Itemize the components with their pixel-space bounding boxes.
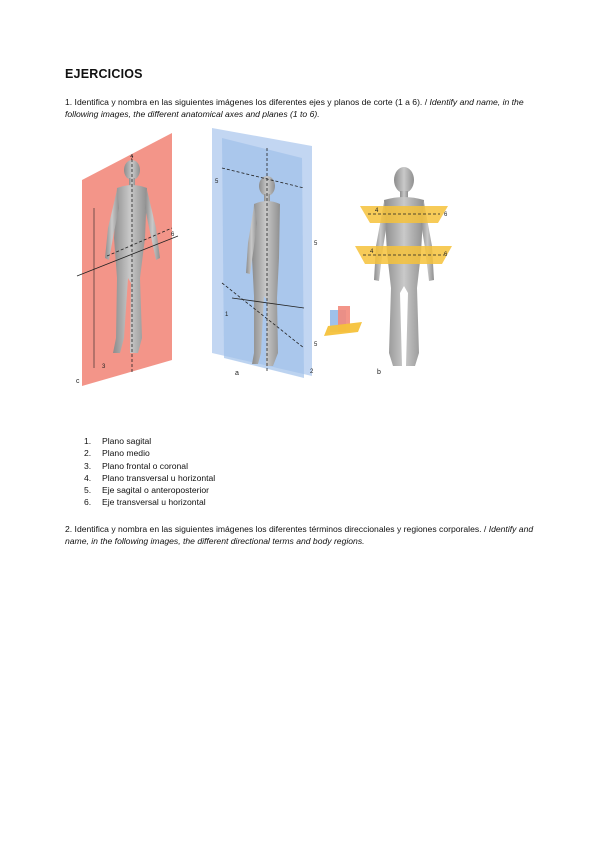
label-c-3: 3: [102, 364, 106, 370]
label-b-4: 4: [375, 208, 379, 214]
list-item: 1. Plano sagital: [84, 436, 152, 446]
label-c-6: 6: [171, 232, 175, 238]
figure-a-frontal: [212, 128, 318, 378]
label-c-top: ?: [130, 156, 134, 162]
human-figure-b: [374, 167, 434, 366]
question-1-text: 1. Identifica y nombra en las siguientes imágenes los diferentes ejes y planos de corte (1 a 6). /: [65, 97, 428, 107]
label-b: b: [377, 369, 381, 376]
label-c: c: [76, 378, 80, 385]
label-b-6: 6: [444, 212, 448, 218]
page-title: EJERCICIOS: [65, 67, 143, 81]
label-a: a: [235, 370, 239, 377]
list-item: 3. Plano frontal o coronal: [84, 460, 188, 471]
question-2: [65, 523, 545, 548]
question-1-translation: Identify and name, in the following images, the different anatomical axes and planes (1 to 6).: [65, 97, 524, 120]
figure-b-transverse: [355, 167, 452, 376]
orientation-icon: [324, 306, 362, 336]
list-item: 2. Plano medio: [84, 448, 150, 459]
figure-c-sagittal: [76, 133, 178, 386]
label-a-2: 2: [310, 369, 314, 375]
anatomical-planes-figure: [72, 128, 462, 390]
question-2-translation: Identify and name, in the following images, the different directional terms and body regions.: [65, 524, 534, 547]
question-2-text: 2. Identifica y nombra en las siguientes imágenes los diferentes términos direccionales y regiones corporales. /: [65, 524, 487, 534]
list-item: 4. Plano transversal u horizontal: [84, 472, 216, 483]
question-1: [65, 96, 545, 121]
label-a-1: 1: [225, 312, 229, 318]
label-b-4b: 4: [370, 249, 374, 255]
list-item: 6. Eje transversal u horizontal: [84, 497, 206, 508]
label-b-6b: 6: [444, 252, 448, 258]
label-a-5b: 5: [314, 241, 318, 247]
label-a-5c: 5: [314, 342, 318, 348]
answer-list: [84, 435, 215, 509]
list-item: 5. Eje sagital o anteroposterior: [84, 485, 210, 496]
label-a-5: 5: [215, 179, 219, 185]
transverse-plane-upper: [360, 206, 448, 223]
